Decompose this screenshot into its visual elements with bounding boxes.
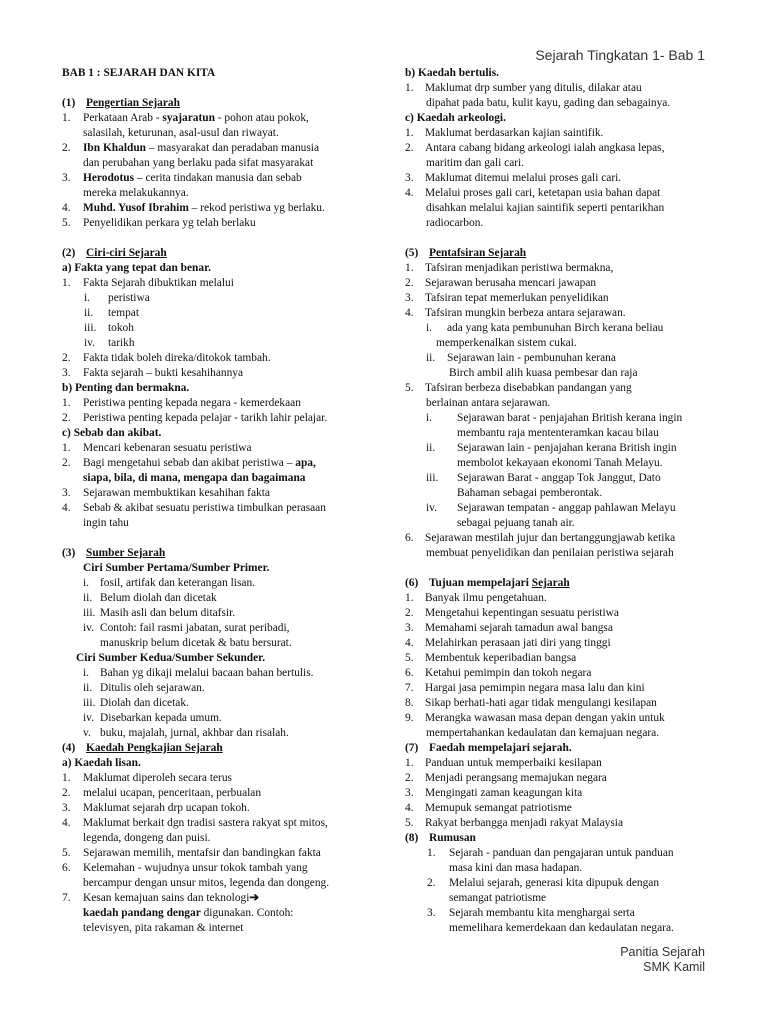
list-item: 2. melalui ucapan, penceritaan, perbualan (62, 787, 262, 799)
sub-item: ii. Sejarawan lain - pembunuhan kerana (426, 352, 616, 364)
sub-item: iii. tokoh (84, 322, 134, 334)
sub-item-cont: membolot kekayaan ekonomi Tanah Melayu. (457, 457, 663, 469)
sub-item: iii. Sejarawan Barat - anggap Tok Janggut, Dato (426, 472, 661, 484)
list-item: 2. Melalui sejarah, generasi kita dipupuk dengan (427, 877, 660, 889)
footer-line-1: Panitia Sejarah (620, 945, 705, 959)
sub-item: i. ada yang kata pembunuhan Birch kerana beliau (426, 322, 664, 334)
list-item: 4. Melahirkan perasaan jati diri yang tinggi (405, 637, 611, 649)
list-item: 5. Tafsiran berbeza disebabkan pandangan yang (405, 382, 632, 394)
subheading: a) Fakta yang tepat dan benar. (62, 262, 211, 274)
list-item-cont: berlainan antara sejarawan. (426, 397, 551, 409)
list-item: 1. Tafsiran menjadikan peristiwa bermakna, (405, 262, 614, 274)
list-item: 5. Sejarawan memilih, mentafsir dan bandingkan fakta (62, 847, 321, 859)
sub-item: i. Sejarawan barat - penjajahan British kerana ingin (426, 412, 683, 424)
list-item: 2. Antara cabang bidang arkeologi ialah angkasa lepas, (405, 142, 665, 154)
sub-item: i. Bahan yg dikaji melalui bacaan bahan bertulis. (83, 667, 314, 679)
list-item: 5. Rakyat berbangga menjadi rakyat Malaysia (405, 817, 623, 829)
sub-item: iii. Diolah dan dicetak. (83, 697, 189, 709)
list-item-cont: semangat patriotisme (449, 892, 547, 904)
sub-item: iii. Masih asli dan belum ditafsir. (83, 607, 236, 619)
list-item-cont: dan perubahan yang berlaku pada sifat masyarakat (83, 157, 314, 169)
list-item: 1. Maklumat diperoleh secara terus (62, 772, 232, 784)
page-header: Sejarah Tingkatan 1- Bab 1 (535, 47, 705, 63)
list-item-cont: legenda, dongeng dan puisi. (83, 832, 211, 844)
footer-line-2: SMK Kamil (643, 960, 705, 974)
subheading: Ciri Sumber Kedua/Sumber Sekunder. (76, 652, 266, 664)
list-item-cont: memelihara kemerdekaan dan kedaulatan negara. (449, 922, 674, 934)
list-item: 2. Sejarawan berusaha mencari jawapan (405, 277, 597, 289)
list-item: 3. Tafsiran tepat memerlukan penyelidikan (405, 292, 609, 304)
list-item-cont: ingin tahu (83, 517, 129, 529)
list-item-cont: membuat penyelidikan dan penilaian peristiwa sejarah (426, 547, 674, 559)
list-item: 3. Mengingati zaman keagungan kita (405, 787, 583, 799)
subheading: a) Kaedah lisan. (62, 757, 141, 769)
list-item: 6. Ketahui pemimpin dan tokoh negara (405, 667, 592, 679)
subheading: c) Kaedah arkeologi. (405, 112, 506, 124)
list-item-cont: bercampur dengan unsur mitos, legenda dan dongeng. (83, 877, 330, 889)
list-item: 4. Tafsiran mungkin berbeza antara sejarawan. (405, 307, 626, 319)
list-item: 3. Sejarah membantu kita menghargai serta (427, 907, 635, 919)
sub-item: iv. Contoh: fail rasmi jabatan, surat peribadi, (83, 622, 290, 634)
list-item-cont: televisyen, pita rakaman & internet (83, 922, 244, 934)
section-6-heading: (6) Tujuan mempelajari Sejarah (405, 577, 570, 589)
list-item: 3. Maklumat ditemui melalui proses gali cari. (405, 172, 622, 184)
list-item: 3. Herodotus – cerita tindakan manusia dan sebab (62, 172, 302, 184)
list-item: 2. Peristiwa penting kepada pelajar - tarikh lahir pelajar. (62, 412, 328, 424)
list-item: 2. Bagi mengetahui sebab dan akibat peristiwa – apa, (62, 457, 316, 469)
list-item: 5. Penyelidikan perkara yg telah berlaku (62, 217, 256, 229)
list-item-cont: kaedah pandang dengar digunakan. Contoh: (83, 907, 294, 919)
sub-item: ii. Ditulis oleh sejarawan. (83, 682, 205, 694)
list-item: 8. Sikap berhati-hati agar tidak mengulangi kesilapan (405, 697, 657, 709)
list-item-cont: mempertahankan kedaulatan dan kemajuan negara. (426, 727, 660, 739)
left-column (62, 66, 362, 936)
sub-item: iv. Sejarawan tempatan - anggap pahlawan Melayu (426, 502, 676, 514)
list-item: 5. Membentuk keperibadian bangsa (405, 652, 577, 664)
list-item: 4. Memupuk semangat patriotisme (405, 802, 572, 814)
list-item-cont: salasilah, keturunan, asal-usul dan riwayat. (83, 127, 279, 139)
list-item-cont: dipahat pada batu, kulit kayu, gading dan sebagainya. (426, 97, 671, 109)
list-item: 1. Maklumat berdasarkan kajian saintifik. (405, 127, 604, 139)
list-item: 4. Melalui proses gali cari, ketetapan usia bahan dapat (405, 187, 661, 199)
right-column (405, 66, 707, 936)
list-item: 1. Banyak ilmu pengetahuan. (405, 592, 547, 604)
list-item: 3. Fakta sejarah – bukti kesahihannya (62, 367, 244, 379)
section-1-heading: (1) Pengertian Sejarah (62, 97, 180, 109)
list-item: 4. Sebab & akibat sesuatu peristiwa timbulkan perasaan (62, 502, 326, 514)
list-item: 4. Maklumat berkait dgn tradisi sastera rakyat spt mitos, (62, 817, 328, 829)
section-8-heading: (8) Rumusan (405, 832, 476, 844)
list-item: 6. Kelemahan - wujudnya unsur tokok tambah yang (62, 862, 308, 874)
subheading: c) Sebab dan akibat. (62, 427, 162, 439)
list-item: 6. Sejarawan mestilah jujur dan bertanggungjawab ketika (405, 532, 676, 544)
list-item: 3. Maklumat sejarah drp ucapan tokoh. (62, 802, 250, 814)
list-item: 1. Panduan untuk memperbaiki kesilapan (405, 757, 602, 769)
list-item-cont: mereka melakukannya. (83, 187, 189, 199)
chapter-title: BAB 1 : SEJARAH DAN KITA (62, 67, 216, 79)
list-item: 2. Ibn Khaldun – masyarakat dan peradaban manusia (62, 142, 320, 154)
section-2-heading: (2) Ciri-ciri Sejarah (62, 247, 167, 259)
list-item-cont: siapa, bila, di mana, mengapa dan bagaimana (83, 472, 306, 484)
list-item: 1. Peristiwa penting kepada negara - kemerdekaan (62, 397, 301, 409)
list-item: 1. Maklumat drp sumber yang ditulis, dilakar atau (405, 82, 642, 94)
list-item: 2. Menjadi perangsang memajukan negara (405, 772, 607, 784)
list-item: 2. Fakta tidak boleh direka/ditokok tambah. (62, 352, 271, 364)
subheading: b) Penting dan bermakna. (62, 382, 190, 394)
list-item: 3. Memahami sejarah tamadun awal bangsa (405, 622, 613, 634)
list-item: 1. Mencari kebenaran sesuatu peristiwa (62, 442, 252, 454)
sub-item: ii. Sejarawan lain - penjajahan kerana British ingin (426, 442, 677, 454)
subheading: Ciri Sumber Pertama/Sumber Primer. (83, 562, 270, 574)
section-3-heading: (3) Sumber Sejarah (62, 547, 166, 559)
sub-item: ii. tempat (84, 307, 139, 319)
list-item: 7. Kesan kemajuan sains dan teknologi➔ (62, 892, 259, 904)
list-item-cont: disahkan melalui kajian saintifik seperti pentarikhan (426, 202, 665, 214)
list-item: 1. Sejarah - panduan dan pengajaran untuk panduan (427, 847, 674, 859)
page-footer (620, 945, 705, 975)
sub-item-cont: sebagai pejuang tanah air. (457, 517, 575, 529)
list-item-cont: radiocarbon. (426, 217, 484, 229)
sub-item-cont: memperkenalkan sistem cukai. (436, 337, 577, 349)
sub-item: i. fosil, artifak dan keterangan lisan. (83, 577, 255, 589)
section-5-heading: (5) Pentafsiran Sejarah (405, 247, 527, 259)
sub-item: i. peristiwa (84, 292, 150, 304)
sub-item: ii. Belum diolah dan dicetak (83, 592, 217, 604)
list-item: 1. Perkataan Arab - syajaratun - pohon atau pokok, (62, 112, 309, 124)
sub-item-cont: Bahaman sebagai pemberontak. (457, 487, 603, 499)
sub-item-cont: membantu raja mententeramkan kacau bilau (457, 427, 659, 439)
list-item: 3. Sejarawan membuktikan kesahihan fakta (62, 487, 270, 499)
list-item: 9. Merangka wawasan masa depan dengan yakin untuk (405, 712, 665, 724)
list-item: 1. Fakta Sejarah dibuktikan melalui (62, 277, 234, 289)
list-item: 7. Hargai jasa pemimpin negara masa lalu dan kini (405, 682, 645, 694)
subheading: b) Kaedah bertulis. (405, 67, 499, 79)
section-4-heading: (4) Kaedah Pengkajian Sejarah (62, 742, 223, 754)
sub-item: iv. tarikh (84, 337, 135, 349)
sub-item-cont: manuskrip belum dicetak & batu bersurat. (100, 637, 292, 649)
list-item-cont: masa kini dan masa hadapan. (449, 862, 583, 874)
sub-item: v. buku, majalah, jurnal, akhbar dan risalah. (83, 727, 289, 739)
sub-item-cont: Birch ambil alih kuasa pembesar dan raja (449, 367, 638, 379)
list-item: 2. Mengetahui kepentingan sesuatu peristiwa (405, 607, 619, 619)
sub-item: iv. Disebarkan kepada umum. (83, 712, 222, 724)
list-item-cont: maritim dan gali cari. (426, 157, 525, 169)
list-item: 4. Muhd. Yusof Ibrahim – rekod peristiwa yg berlaku. (62, 202, 325, 214)
section-7-heading: (7) Faedah mempelajari sejarah. (405, 742, 572, 754)
arrow-right-icon: ➔ (249, 892, 259, 904)
